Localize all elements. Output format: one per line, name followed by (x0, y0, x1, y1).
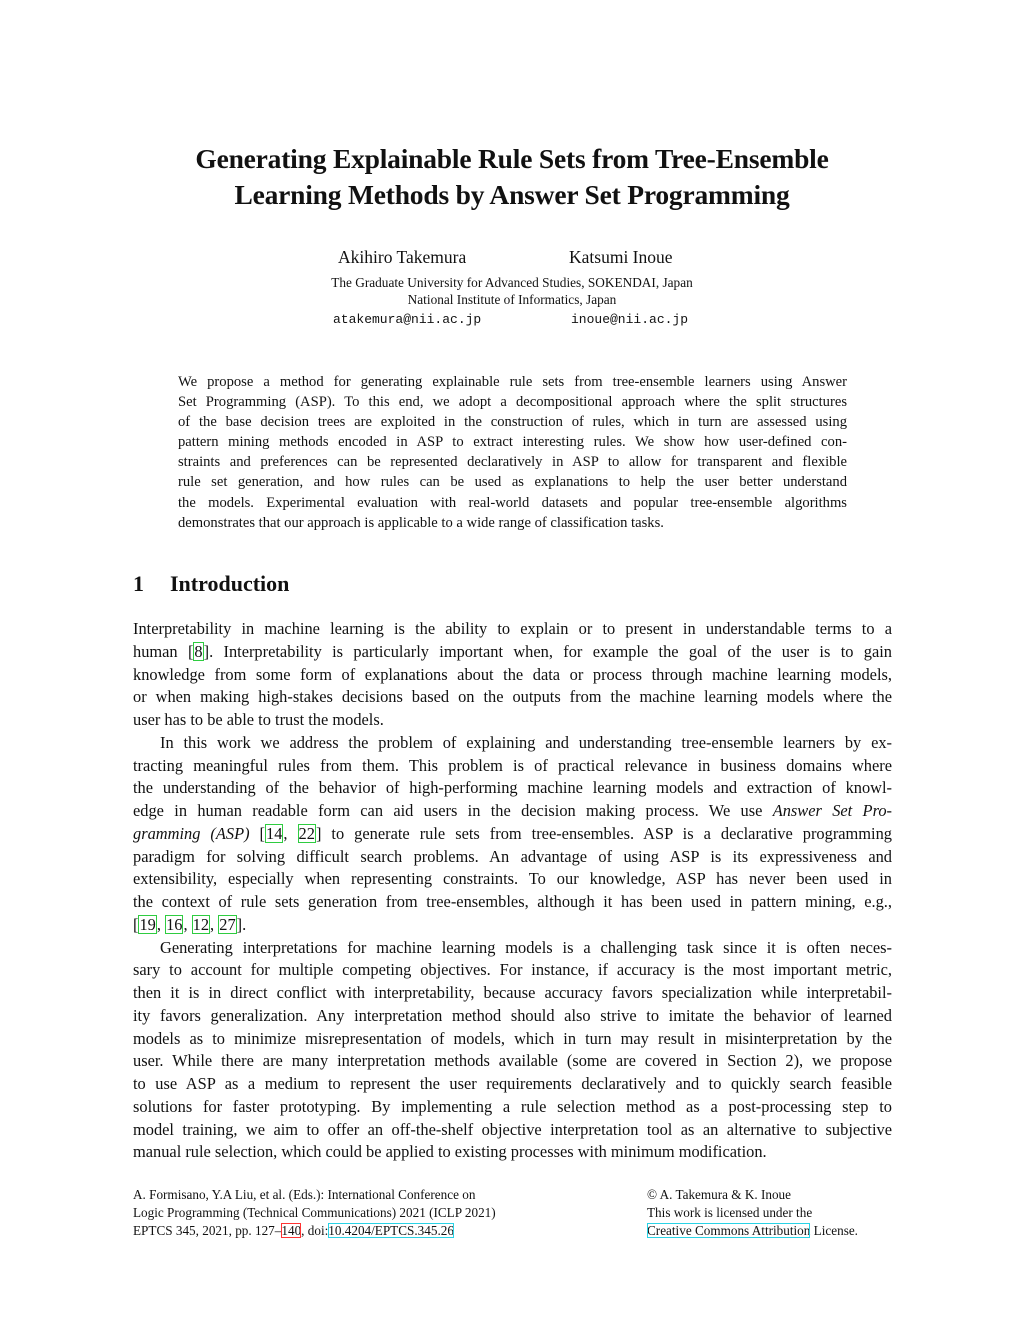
body-line: model training, we aim to offer an off-the-shelf objective interpretation tool as an alternative to subjective (133, 1119, 892, 1139)
body-line: Generating interpretations for machine learning models is a challenging task since it is often neces- (160, 937, 892, 957)
citation-link[interactable]: 12 (192, 914, 210, 934)
body-text (133, 618, 892, 1164)
abstract-line: rule set generation, and how rules can be used as explanations to help the user better understand (178, 474, 847, 491)
section-title: Introduction (170, 571, 290, 596)
author-email[interactable]: atakemura@nii.ac.jp (333, 312, 482, 327)
abstract-line: of the base decision trees are exploited in the construction of rules, which in turn are assessed using (178, 414, 847, 431)
body-line: solutions for faster prototyping. By implementing a rule selection method as a post-processing step to (133, 1096, 892, 1116)
author-name: Katsumi Inoue (569, 247, 673, 267)
license-info (647, 1186, 858, 1240)
body-line: user has to be able to trust the models. (133, 710, 384, 729)
body-line: edge in human readable form can aid users in the decision making process. We use Answer Set Pro- (133, 801, 892, 820)
citation-link[interactable]: 14 (266, 823, 283, 843)
body-line: tracting meaningful rules from them. This problem is of practical relevance in business domains where (133, 755, 892, 775)
copyright-line: © A. Takemura & K. Inoue (647, 1187, 791, 1202)
body-line: or when making high-stakes decisions based on the outputs from the machine learning models where the (133, 687, 892, 707)
author-email[interactable]: inoue@nii.ac.jp (571, 312, 689, 327)
license-link[interactable]: Creative Commons Attribution (647, 1223, 811, 1238)
body-line: sary to account for multiple competing objectives. For instance, if accuracy is the most important metric, (133, 960, 892, 980)
body-line: extensibility, especially when representing constraints. To our knowledge, ASP has never been used in (133, 869, 892, 889)
title-line: Generating Explainable Rule Sets from Tree-Ensemble (195, 143, 829, 174)
body-line: the understanding of the behavior of high-performing machine learning models and extraction of knowl- (133, 778, 892, 798)
body-line: human [8]. Interpretability is particularly important when, for example the goal of the user is to gain (133, 641, 892, 661)
doi-link[interactable]: 10.4204/EPTCS.345.26 (328, 1223, 454, 1238)
abstract-line: Set Programming (ASP). To this end, we adopt a decompositional approach where the split structures (178, 394, 847, 411)
body-line: [19, 16, 12, 27]. (133, 914, 247, 934)
body-line: manual rule selection, which could be applied to existing processes with minimum modification. (133, 1142, 767, 1162)
citation-link[interactable]: 8 (194, 641, 203, 661)
abstract-line: the models. Experimental evaluation with real-world datasets and popular tree-ensemble algorithms (178, 494, 847, 511)
citation-link[interactable]: 19 (139, 914, 156, 934)
affiliation: The Graduate University for Advanced Studies, SOKENDAI, Japan (331, 275, 693, 290)
affiliation: National Institute of Informatics, Japan (407, 292, 617, 307)
footer-line: This work is licensed under the (647, 1205, 813, 1220)
abstract-line: demonstrates that our approach is applicable to a wide range of classification tasks. (178, 514, 664, 531)
body-line: the context of rule sets generation from tree-ensembles, although it has been used in pattern mining, e.g., (133, 892, 892, 911)
body-line: paradigm for solving difficult search problems. An advantage of using ASP is its expressiveness and (133, 846, 892, 866)
citation-link[interactable]: 22 (298, 823, 315, 843)
body-line: gramming (ASP) [14, 22] to generate rule sets from tree-ensembles. ASP is a declarative programming (133, 823, 893, 843)
body-line: to use ASP as a medium to represent the user requirements declaratively and to quickly search feasible (133, 1074, 892, 1093)
footer-line: Logic Programming (Technical Communications) 2021 (ICLP 2021) (133, 1205, 496, 1220)
publication-info (133, 1186, 496, 1240)
footer-line: A. Formisano, Y.A Liu, et al. (Eds.): International Conference on (133, 1187, 476, 1202)
body-line: knowledge from some form of explanations about the data or process through machine learning models, (133, 664, 892, 684)
body-line: models as to minimize misrepresentation of models, which in turn may result in misinterpretation by the (133, 1028, 892, 1048)
abstract-line: pattern mining methods encoded in ASP to extract interesting rules. We show how user-defined con- (178, 434, 847, 451)
body-line: In this work we address the problem of explaining and understanding tree-ensemble learners by ex- (160, 732, 892, 752)
abstract-line: straints and preferences can be represented declaratively in ASP to allow for transparent and flexible (178, 454, 847, 471)
body-line: user. While there are many interpretation methods available (some are covered in Section 2), we propose (133, 1051, 892, 1071)
citation-link[interactable]: 27 (219, 914, 236, 934)
last-page-link[interactable]: 140 (281, 1223, 302, 1238)
body-line: ity favors generalization. Any interpretation method should also strive to imitate the behavior of learned (133, 1005, 892, 1025)
footer-line: EPTCS 345, 2021, pp. 127–140, doi:10.4204/EPTCS.345.26 (133, 1223, 454, 1238)
author-name: Akihiro Takemura (338, 247, 467, 267)
footer-line: Creative Commons Attribution License. (647, 1223, 858, 1238)
citation-link[interactable]: 16 (166, 914, 183, 934)
paper-title (100, 141, 924, 213)
affiliations (200, 274, 824, 308)
title-line: Learning Methods by Answer Set Programming (234, 179, 790, 210)
body-line: Interpretability in machine learning is the ability to explain or to present in understandable terms to a (133, 619, 892, 638)
body-line: then it is in direct conflict with interpretability, because accuracy favors specialization while interpretabil- (133, 983, 892, 1002)
section-number: 1 (133, 571, 144, 596)
abstract-line: We propose a method for generating explainable rule sets from tree-ensemble learners using Answer (178, 374, 847, 390)
abstract (178, 372, 847, 533)
